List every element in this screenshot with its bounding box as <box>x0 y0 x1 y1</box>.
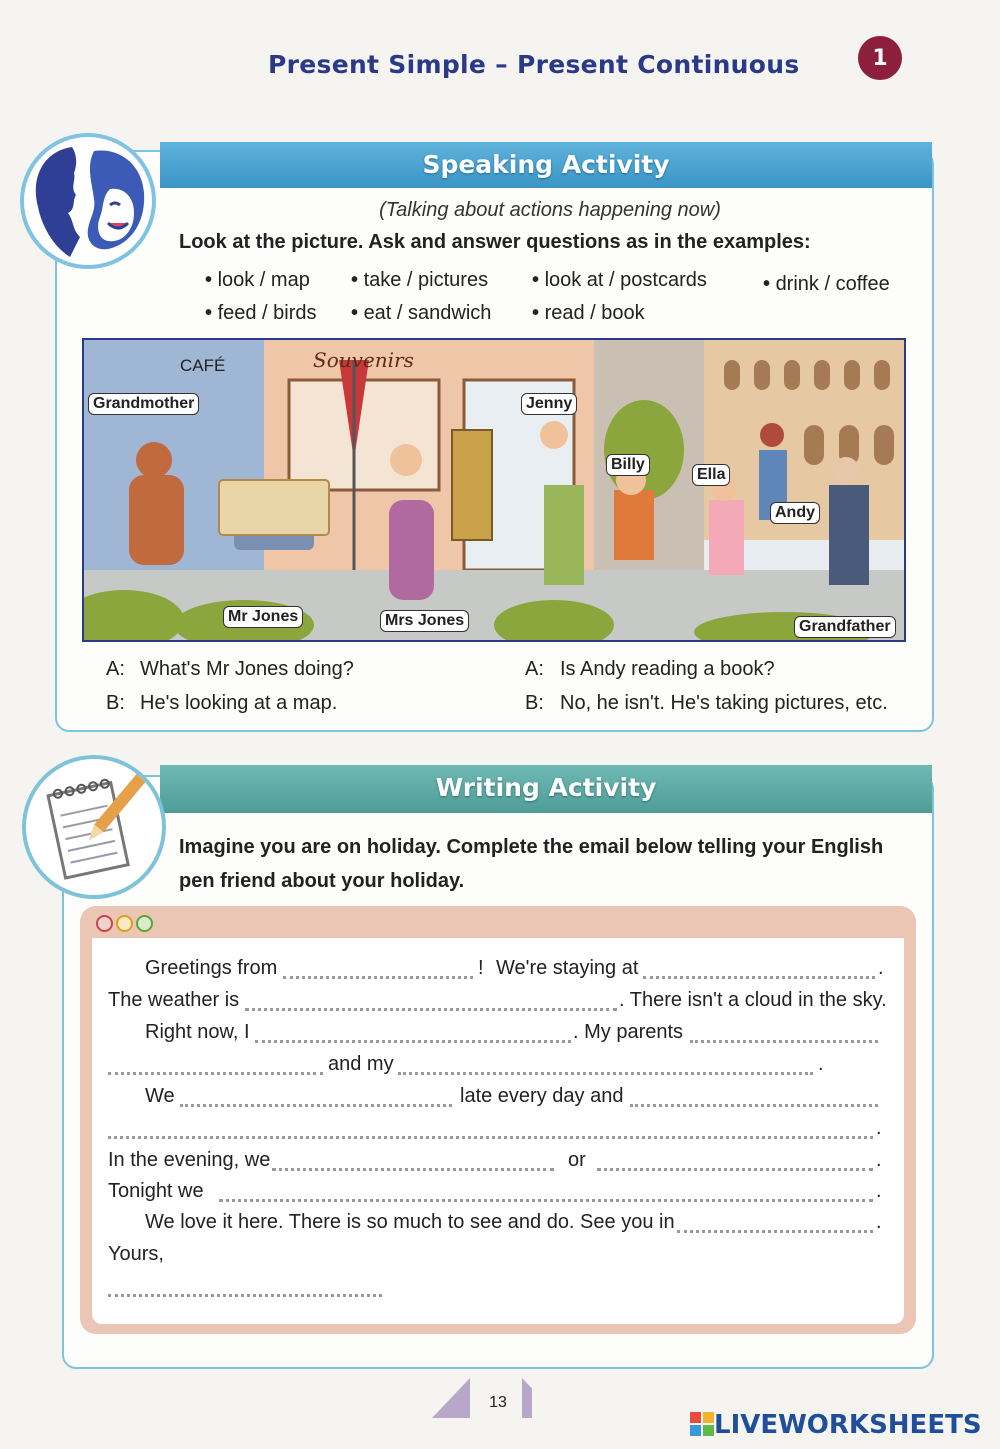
example-1-question: What's Mr Jones doing? <box>140 658 354 680</box>
email-right-now: Right now, I <box>145 1021 250 1043</box>
email-we: We <box>145 1085 175 1107</box>
blank-accommodation[interactable] <box>643 962 875 979</box>
cafe-sign: CAFÉ <box>180 356 226 375</box>
page-number: 13 <box>489 1394 507 1411</box>
speaking-instruction: Look at the picture. Ask and answer questions as in the examples: <box>179 231 811 253</box>
email-late: late every day and <box>460 1085 624 1107</box>
maximize-dot-icon <box>136 915 153 932</box>
example-2-b-label: B: <box>525 692 544 714</box>
blank-late-2[interactable] <box>108 1122 873 1139</box>
blank-weather[interactable] <box>245 994 617 1011</box>
writing-heading: Writing Activity <box>435 773 657 802</box>
blank-evening-2[interactable] <box>597 1154 873 1171</box>
blank-signature[interactable] <box>108 1280 382 1297</box>
speaking-subtitle: (Talking about actions happening now) <box>379 199 721 221</box>
email-period: . <box>878 957 884 979</box>
cue-look-at-postcards: • look at / postcards <box>532 269 707 292</box>
email-period-2: . <box>818 1053 824 1075</box>
street-scene-illustration <box>82 338 906 642</box>
email-period-6: . <box>876 1211 882 1233</box>
cue-take-pictures: • take / pictures <box>351 269 488 292</box>
label-billy: Billy <box>606 454 650 476</box>
email-love: We love it here. There is so much to see and do. See you in <box>145 1211 675 1233</box>
writing-instruction: Imagine you are on holiday. Complete the email below telling your English pen friend about your holiday. <box>179 836 884 892</box>
cue-read-book: • read / book <box>532 302 645 325</box>
label-mrs-jones: Mrs Jones <box>380 610 469 632</box>
blank-place[interactable] <box>283 962 473 979</box>
email-evening: In the evening, we <box>108 1149 271 1171</box>
liveworksheets-grid-icon <box>690 1412 714 1436</box>
blank-evening-1[interactable] <box>272 1154 554 1171</box>
email-or: or <box>568 1149 586 1171</box>
blank-tonight[interactable] <box>219 1185 873 1202</box>
label-mr-jones: Mr Jones <box>223 606 303 628</box>
email-yours: Yours, <box>108 1243 164 1265</box>
email-exclaim: ! <box>478 957 484 979</box>
label-grandmother: Grandmother <box>88 393 199 415</box>
blank-see-you[interactable] <box>677 1216 873 1233</box>
blank-right-now[interactable] <box>255 1026 571 1043</box>
email-parents: . My parents <box>573 1021 684 1043</box>
blank-parents-2[interactable] <box>108 1058 323 1075</box>
email-period-3: . <box>876 1117 882 1139</box>
email-period-5: . <box>876 1180 882 1202</box>
blank-and-my[interactable] <box>398 1058 813 1075</box>
liveworksheets-logo <box>690 1410 982 1440</box>
cue-eat-sandwich: • eat / sandwich <box>351 302 491 325</box>
brand-name: LIVEWORKSHEETS <box>714 1410 982 1440</box>
label-andy: Andy <box>770 502 820 524</box>
example-1-a-label: A: <box>106 658 125 680</box>
souvenirs-sign: Souvenirs <box>313 348 414 372</box>
minimize-dot-icon <box>116 915 133 932</box>
cue-look-map: • look / map <box>205 269 310 292</box>
example-2-a-label: A: <box>525 658 544 680</box>
email-tonight: Tonight we <box>108 1180 204 1202</box>
label-ella: Ella <box>692 464 730 486</box>
email-period-4: . <box>876 1149 882 1171</box>
example-1-b-label: B: <box>106 692 125 714</box>
speaking-heading: Speaking Activity <box>422 150 670 179</box>
cue-feed-birds: • feed / birds <box>205 302 317 325</box>
example-1-answer: He's looking at a map. <box>140 692 338 714</box>
email-staying: We're staying at <box>496 957 639 979</box>
example-2-question: Is Andy reading a book? <box>560 658 775 680</box>
email-weather: The weather is <box>108 989 240 1011</box>
notepad-pencil-icon <box>22 755 166 899</box>
close-dot-icon <box>96 915 113 932</box>
unit-badge: 1 <box>858 36 902 80</box>
blank-parents-1[interactable] <box>690 1026 878 1043</box>
cue-drink-coffee: • drink / coffee <box>763 273 890 296</box>
example-2-answer: No, he isn't. He's taking pictures, etc. <box>560 692 888 714</box>
label-jenny: Jenny <box>521 393 577 415</box>
label-grandfather: Grandfather <box>794 616 896 638</box>
page-title: Present Simple – Present Continuous <box>268 50 800 79</box>
email-greeting: Greetings from <box>145 957 278 979</box>
email-and-my: and my <box>328 1053 394 1075</box>
email-no-cloud: . There isn't a cloud in the sky. <box>619 989 887 1011</box>
blank-late-1[interactable] <box>630 1090 878 1107</box>
blank-we[interactable] <box>180 1090 452 1107</box>
